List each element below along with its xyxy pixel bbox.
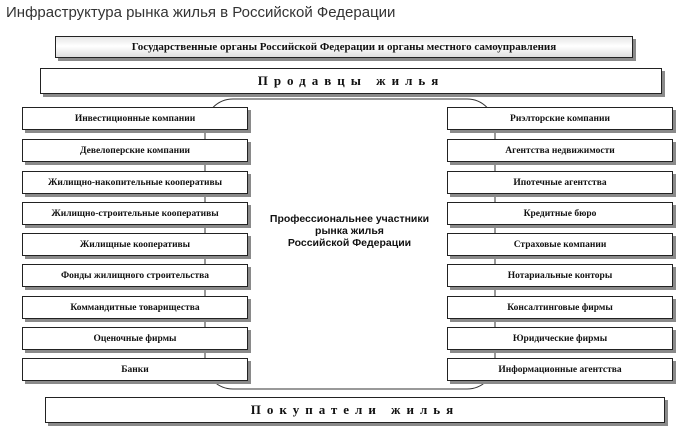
right-item: Информационные агентства (447, 358, 673, 381)
right-item: Страховые компании (447, 233, 673, 256)
left-item: Фонды жилищного строительства (22, 264, 248, 287)
center-label (262, 213, 437, 249)
right-item: Нотариальные конторы (447, 264, 673, 287)
left-item: Оценочные фирмы (22, 327, 248, 350)
left-item: Жилищно-накопительные кооперативы (22, 171, 248, 194)
center-label-line: Профессиональнее участники (269, 213, 430, 225)
right-item: Кредитные бюро (447, 202, 673, 225)
left-item: Жилищные кооперативы (22, 233, 248, 256)
left-item: Банки (22, 358, 248, 381)
right-item: Агентства недвижимости (447, 139, 673, 162)
left-item: Инвестиционные компании (22, 107, 248, 130)
right-item: Юридические фирмы (447, 327, 673, 350)
center-label-line: рынка жилья (315, 225, 384, 237)
sellers-box: Продавцы жилья (40, 68, 662, 94)
left-item: Девелоперские компании (22, 139, 248, 162)
left-item: Жилищно-строительные кооперативы (22, 202, 248, 225)
right-item: Консалтинговые фирмы (447, 296, 673, 319)
page-title: Инфраструктура рынка жилья в Российской Федерации (6, 4, 396, 21)
right-item: Риэлторские компании (447, 107, 673, 130)
center-label-line: Российской Федерации (287, 237, 412, 249)
left-item: Коммандитные товарищества (22, 296, 248, 319)
government-bodies-box: Государственные органы Российской Федерации и органы местного самоуправления (55, 36, 633, 58)
right-item: Ипотечные агентства (447, 171, 673, 194)
buyers-box: Покупатели жилья (45, 397, 665, 423)
